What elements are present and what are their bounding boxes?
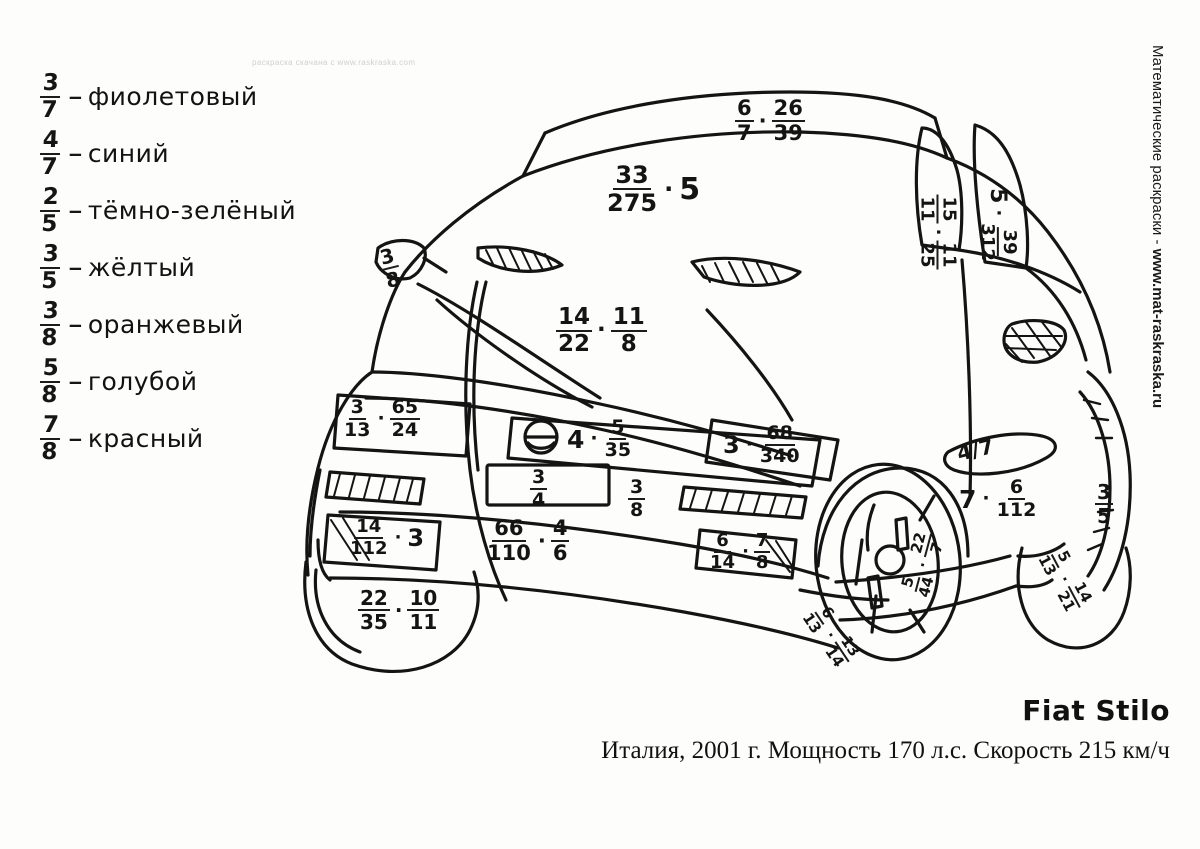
fraction-denominator: 25: [916, 242, 938, 268]
inline-fraction-text: 4/7: [954, 434, 997, 466]
expr-hood-center: [556, 306, 647, 356]
fraction-denominator: 24: [391, 419, 419, 441]
car-front-center-seam-2: [474, 282, 486, 470]
fraction-numerator: 5: [899, 573, 920, 592]
fraction-left: [530, 468, 547, 510]
fraction-numerator: 3: [350, 396, 364, 418]
fraction-numerator: 14: [558, 304, 591, 330]
fraction-numerator: 4: [552, 516, 568, 540]
fraction-numerator: 7: [40, 414, 61, 440]
fraction-denominator: 7: [737, 121, 752, 145]
fraction-denominator: 5: [1097, 504, 1111, 528]
fraction-denominator: 13: [344, 419, 371, 441]
fraction-left: [708, 532, 737, 572]
legend-dash: –: [69, 311, 82, 337]
car-left-mirror-arm: [424, 258, 446, 272]
expr-lower-bumper: [485, 518, 569, 564]
multiply-operator: ·: [394, 526, 402, 548]
fraction-numerator: 3: [630, 476, 644, 498]
fraction-right: [772, 98, 805, 144]
car-wheel-spoke-hole: [896, 518, 908, 550]
fraction-denominator: 8: [620, 331, 637, 357]
fraction-numerator: 14: [356, 516, 382, 537]
watermark-side-prefix: Математические раскраски -: [1149, 45, 1166, 249]
fraction-denominator: 110: [487, 541, 531, 565]
expr-left-headlight: [342, 398, 420, 440]
legend-color-name: фиолетовый: [87, 82, 258, 111]
legend-dash: –: [69, 140, 82, 166]
fraction-left: [605, 163, 659, 215]
fraction-denominator: 39: [773, 121, 803, 145]
fraction-denominator: 112: [350, 538, 388, 559]
multiply-operator: ·: [664, 174, 674, 203]
fraction-numerator: 3: [40, 72, 61, 98]
fraction-left: [485, 518, 533, 564]
fraction-numerator: 39: [998, 229, 1020, 255]
fraction-numerator: 11: [612, 304, 645, 330]
whole-number: 7: [959, 484, 977, 514]
legend-color-name: красный: [87, 424, 204, 453]
expr-rear-fender: [1095, 482, 1113, 526]
car-specs-line: Италия, 2001 г. Мощность 170 л.с. Скорость 215 км/ч: [601, 737, 1170, 764]
multiply-operator: ·: [927, 228, 949, 236]
legend-color-name: тёмно-зелёный: [87, 196, 297, 225]
expr-left-foglight: [348, 518, 425, 558]
fraction-numerator: 66: [494, 516, 524, 540]
fraction-denominator: 8: [630, 499, 644, 521]
fraction-numerator: 3: [1097, 480, 1111, 504]
multiply-operator: ·: [1055, 572, 1075, 586]
fraction-left: [358, 588, 390, 632]
car-bumper-vent-left: [326, 472, 424, 504]
fraction-numerator: 22: [360, 586, 388, 610]
fraction-right: [407, 588, 439, 632]
fraction-numerator: 3: [40, 243, 61, 269]
fraction-denominator: 8: [383, 266, 403, 293]
fraction-numerator: 11: [938, 242, 960, 268]
car-wheel-spoke-1: [867, 505, 874, 550]
expr-license-plate: [530, 468, 547, 510]
multiply-operator: ·: [377, 407, 385, 430]
fraction-denominator: 35: [604, 439, 632, 461]
fraction-denominator: 7: [40, 153, 59, 180]
fraction-left: [628, 478, 645, 520]
fraction-right: [390, 398, 420, 440]
fraction-denominator: 14: [710, 552, 736, 573]
fraction-numerator: 65: [391, 396, 419, 418]
whole-number: 4: [567, 424, 585, 454]
whole-number: 3: [723, 431, 740, 459]
whole-number: 3: [407, 524, 425, 552]
fraction-denominator: 8: [40, 438, 59, 465]
legend-color-name: голубой: [87, 367, 198, 396]
fraction-numerator: 5: [1051, 547, 1074, 568]
fraction-denominator: 112: [996, 499, 1037, 521]
multiply-operator: ·: [982, 487, 990, 510]
legend-dash: –: [69, 254, 82, 280]
fraction-numerator: 13: [834, 632, 863, 663]
legend-color-name: оранжевый: [87, 310, 244, 339]
fraction-right: [603, 418, 633, 460]
fraction-right: [754, 532, 771, 572]
fraction-denominator: 5: [40, 267, 59, 294]
legend-dash: –: [69, 425, 82, 451]
fraction-denominator: 14: [821, 643, 848, 671]
multiply-operator: ·: [758, 108, 767, 133]
fraction-left: [916, 195, 960, 224]
fraction-numerator: 4: [40, 129, 61, 155]
whole-number: 5: [679, 171, 701, 207]
fraction-numerator: 2: [40, 186, 61, 212]
fraction-numerator: 14: [1068, 578, 1096, 608]
fraction-right: [551, 518, 570, 564]
legend-dash: –: [69, 197, 82, 223]
fraction-denominator: 44: [914, 574, 938, 600]
fraction-numerator: 6: [737, 96, 752, 120]
expr-right-headlight: [722, 424, 802, 466]
fraction-numerator: 68: [766, 422, 793, 444]
legend-dash: –: [69, 368, 82, 394]
car-wheel-spoke-5: [920, 496, 934, 520]
fraction-left: [342, 398, 372, 440]
fraction-denominator: 8: [40, 381, 59, 408]
fraction-numerator: 6: [815, 603, 838, 625]
legend-color-name: жёлтый: [87, 253, 196, 282]
multiply-operator: ·: [537, 528, 546, 553]
fraction-denominator: 11: [409, 610, 438, 634]
fraction-numerator: 5: [40, 357, 61, 383]
car-side-body-top: [947, 158, 1110, 372]
fraction-denominator: 6: [552, 541, 568, 565]
expr-right-foglight: [708, 532, 770, 572]
legend-color-name: синий: [87, 139, 170, 168]
fraction-left: [556, 306, 592, 356]
fraction-denominator: 13: [798, 609, 826, 637]
car-hood-crease-right: [707, 310, 792, 420]
fraction-denominator: 8: [40, 324, 59, 351]
car-wheel-spoke-2: [856, 540, 862, 584]
expr-rear-side-window: [916, 195, 960, 270]
watermark-top-text: раскраска скачана с www.raskraska.com: [252, 58, 416, 67]
fraction-left: [735, 98, 754, 144]
fraction-denominator: 11: [916, 196, 938, 222]
fraction-denominator: 275: [607, 189, 658, 217]
car-rear-quarter-line: [1026, 268, 1086, 360]
fraction-right: [758, 424, 802, 466]
legend-dash: –: [69, 83, 82, 109]
fraction-denominator: 5: [40, 210, 59, 237]
fraction-numerator: 5: [611, 416, 625, 438]
multiply-operator: ·: [822, 627, 841, 643]
car-model-title: Fiat Stilo: [1022, 694, 1170, 727]
fraction-right: [978, 221, 1018, 263]
fraction-numerator: 15: [938, 196, 960, 222]
fraction-denominator: 13: [1034, 551, 1061, 579]
expr-windshield: [605, 163, 701, 215]
fraction-numerator: 3: [40, 300, 61, 326]
multiply-operator: ·: [988, 209, 1010, 217]
expr-roof-strip: [735, 98, 805, 144]
fraction-denominator: 7: [40, 96, 59, 123]
multiply-operator: ·: [742, 540, 749, 562]
car-hood-vent-right: [692, 258, 800, 285]
fraction-denominator: 22: [558, 331, 591, 357]
fraction-right: [611, 306, 647, 356]
expr-front-side-window: [978, 187, 1018, 263]
fraction-numerator: 6: [1009, 476, 1024, 498]
fraction-left: [348, 518, 390, 558]
fraction-numerator: 3: [376, 244, 399, 271]
expr-grille-badge: [566, 418, 633, 460]
fraction-denominator: 340: [759, 445, 800, 467]
multiply-operator: ·: [394, 598, 403, 622]
fraction-numerator: 10: [409, 586, 438, 610]
car-emblem-arc: [528, 443, 554, 448]
fraction-numerator: 7: [755, 530, 769, 551]
expr-bumper-tab: [628, 478, 645, 520]
expr-rear-door: [958, 478, 1038, 520]
fraction-denominator: 7: [926, 540, 947, 556]
fraction-numerator: 6: [716, 530, 729, 551]
fraction-right: [995, 478, 1039, 520]
fraction-denominator: 312: [976, 223, 998, 261]
fraction-denominator: 4: [532, 489, 546, 511]
multiply-operator: ·: [912, 559, 932, 570]
fraction-numerator: 3: [532, 466, 546, 488]
whole-number: 5: [985, 188, 1011, 204]
fraction-denominator: 35: [360, 610, 388, 634]
expr-front-left-tire: [358, 588, 439, 632]
fraction-denominator: 8: [755, 552, 769, 573]
multiply-operator: ·: [590, 427, 598, 450]
multiply-operator: ·: [597, 317, 606, 344]
fraction-numerator: 33: [615, 161, 649, 189]
fraction-numerator: 22: [908, 529, 932, 558]
fraction-left: [1095, 482, 1113, 526]
multiply-operator: ·: [745, 433, 753, 456]
fraction-denominator: 21: [1053, 587, 1080, 615]
fraction-numerator: 26: [773, 96, 803, 120]
fraction-right: [916, 240, 960, 269]
watermark-side-url: www.mat-raskraska.ru: [1149, 248, 1166, 409]
car-license-plate: [487, 465, 609, 505]
